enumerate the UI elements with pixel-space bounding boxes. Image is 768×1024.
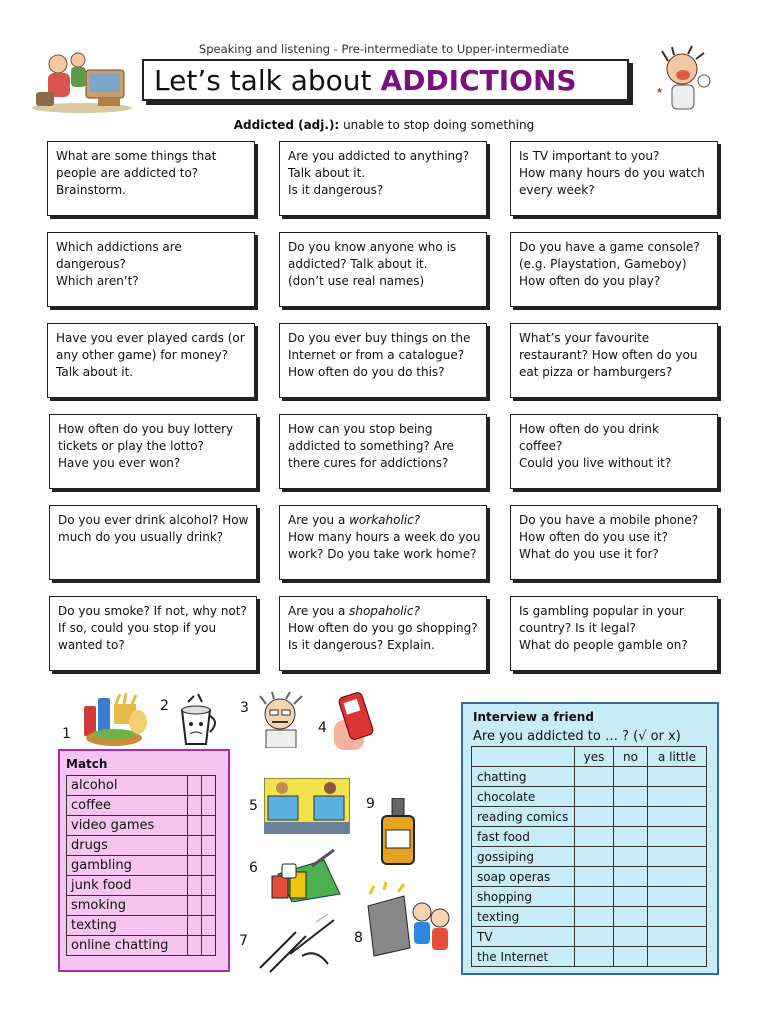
column-header-no: no <box>614 747 648 767</box>
question-line <box>288 637 478 654</box>
question-line <box>58 529 248 546</box>
question-card <box>510 414 718 489</box>
interview-row <box>472 907 707 927</box>
definition-line <box>0 118 768 132</box>
match-answer-cell[interactable] <box>202 816 216 836</box>
question-text: eat pizza or hamburgers? <box>519 365 673 379</box>
match-row <box>67 836 216 856</box>
question-text: dangerous? <box>56 257 126 271</box>
family-cartoon-illustration <box>28 48 136 114</box>
question-line <box>288 603 478 620</box>
picture-number-2: 2 <box>160 698 169 714</box>
answer-cell-a-little[interactable] <box>648 927 707 947</box>
match-title: Match <box>66 757 108 771</box>
match-item: video games <box>67 816 188 836</box>
match-item: alcohol <box>67 776 188 796</box>
question-text: much do you usually drink? <box>58 530 224 544</box>
question-line <box>519 512 709 529</box>
interview-row <box>472 887 707 907</box>
question-emphasis: workaholic? <box>349 513 421 527</box>
question-text: wanted to? <box>58 638 125 652</box>
match-answer-cell[interactable] <box>202 916 216 936</box>
answer-cell-yes[interactable] <box>575 907 614 927</box>
match-answer-cell[interactable] <box>202 856 216 876</box>
question-text: Are you a <box>288 513 350 527</box>
question-text: What do people gamble on? <box>519 638 688 652</box>
interview-item: gossiping <box>472 847 575 867</box>
coffee-pot-picture <box>172 692 220 748</box>
question-line <box>288 512 478 529</box>
answer-cell-no[interactable] <box>614 807 648 827</box>
question-line <box>58 637 248 654</box>
question-line <box>519 330 709 347</box>
question-line <box>519 637 709 654</box>
question-card <box>279 414 487 489</box>
question-line <box>56 165 246 182</box>
match-answer-cell[interactable] <box>188 796 202 816</box>
answer-cell-a-little[interactable] <box>648 807 707 827</box>
question-card <box>510 323 718 398</box>
svg-text:★: ★ <box>656 86 664 95</box>
question-line <box>519 239 709 256</box>
question-line <box>519 546 709 563</box>
question-text: coffee? <box>519 439 563 453</box>
interview-exercise-box <box>461 702 719 975</box>
match-row <box>67 876 216 896</box>
internet-chatting-picture <box>264 778 350 834</box>
match-item: drugs <box>67 836 188 856</box>
answer-cell-a-little[interactable] <box>648 767 707 787</box>
answer-cell-no[interactable] <box>614 847 648 867</box>
interview-item: shopping <box>472 887 575 907</box>
match-answer-cell[interactable] <box>202 776 216 796</box>
picture-number-8: 8 <box>354 930 363 946</box>
answer-cell-a-little[interactable] <box>648 827 707 847</box>
question-line <box>58 455 248 472</box>
interview-item: TV <box>472 927 575 947</box>
question-text: any other game) for money? <box>56 348 229 362</box>
match-answer-cell[interactable] <box>188 916 202 936</box>
question-text: Brainstorm. <box>56 183 126 197</box>
question-card <box>47 141 255 216</box>
question-text: addicted to something? Are <box>288 439 454 453</box>
question-text: Do you have a mobile phone? <box>519 513 699 527</box>
answer-cell-a-little[interactable] <box>648 947 707 967</box>
answer-cell-no[interactable] <box>614 767 648 787</box>
question-line <box>56 364 246 381</box>
answer-cell-a-little[interactable] <box>648 907 707 927</box>
question-line <box>288 438 478 455</box>
title-plain: Let’s talk about <box>154 63 372 97</box>
answer-cell-yes[interactable] <box>575 867 614 887</box>
answer-cell-a-little[interactable] <box>648 887 707 907</box>
match-row <box>67 936 216 956</box>
question-line <box>56 347 246 364</box>
picture-number-9: 9 <box>366 796 375 812</box>
question-text: every week? <box>519 183 595 197</box>
question-line <box>56 148 246 165</box>
question-text: tickets or play the lotto? <box>58 439 204 453</box>
question-text: Which addictions are <box>56 240 182 254</box>
interview-row <box>472 867 707 887</box>
title-accent: ADDICTIONS <box>380 63 577 97</box>
question-line <box>56 239 246 256</box>
question-text: Do you smoke? If not, why not? <box>58 604 247 618</box>
question-line <box>58 620 248 637</box>
question-line <box>58 421 248 438</box>
question-text: (e.g. Playstation, Gameboy) <box>519 257 687 271</box>
question-line <box>519 421 709 438</box>
match-answer-cell[interactable] <box>188 816 202 836</box>
question-text: Which aren’t? <box>56 274 139 288</box>
question-card <box>510 596 718 671</box>
question-line <box>288 364 478 381</box>
interview-item: texting <box>472 907 575 927</box>
stressed-man-cartoon <box>652 45 718 115</box>
question-line <box>56 256 246 273</box>
question-line <box>519 182 709 199</box>
picture-number-3: 3 <box>240 700 249 716</box>
question-line <box>58 512 248 529</box>
answer-cell-a-little[interactable] <box>648 867 707 887</box>
question-text: Have you ever won? <box>58 456 181 470</box>
whisky-bottle-picture <box>378 798 418 866</box>
question-card <box>47 323 255 398</box>
interview-item: chatting <box>472 767 575 787</box>
interview-item: chocolate <box>472 787 575 807</box>
question-line <box>519 455 709 472</box>
match-answer-cell[interactable] <box>188 776 202 796</box>
question-text: What do you use it for? <box>519 547 659 561</box>
question-line <box>288 546 478 563</box>
match-item: junk food <box>67 876 188 896</box>
question-card <box>279 505 487 580</box>
question-line <box>288 620 478 637</box>
interview-title: Interview a friend <box>473 710 594 724</box>
answer-cell-no[interactable] <box>614 887 648 907</box>
match-answer-cell[interactable] <box>202 936 216 956</box>
match-row <box>67 796 216 816</box>
question-text: Internet or from a catalogue? <box>288 348 465 362</box>
column-header-a-little: a little <box>648 747 707 767</box>
match-answer-cell[interactable] <box>188 896 202 916</box>
interview-item: reading comics <box>472 807 575 827</box>
question-text: Are you addicted to anything? <box>288 149 470 163</box>
question-card <box>49 414 257 489</box>
worksheet-subtitle: Speaking and listening - Pre-intermediate to Upper-intermediate <box>198 42 570 56</box>
question-line <box>519 148 709 165</box>
question-line <box>58 438 248 455</box>
question-text: addicted? Talk about it. <box>288 257 428 271</box>
answer-cell-a-little[interactable] <box>648 847 707 867</box>
mobile-phone-picture <box>330 690 380 754</box>
question-text: Have you ever played cards (or <box>56 331 245 345</box>
question-line <box>519 347 709 364</box>
question-text: How often do you drink <box>519 422 659 436</box>
answer-cell-no[interactable] <box>614 787 648 807</box>
question-text: Is it dangerous? <box>288 183 384 197</box>
answer-cell-no[interactable] <box>614 947 648 967</box>
question-card <box>279 232 487 307</box>
picture-number-5: 5 <box>249 798 258 814</box>
match-answer-cell[interactable] <box>188 936 202 956</box>
answer-cell-yes[interactable] <box>575 847 614 867</box>
question-card <box>279 141 487 216</box>
interview-row <box>472 947 707 967</box>
interview-header-row <box>472 747 707 767</box>
match-answer-cell[interactable] <box>202 896 216 916</box>
picture-number-6: 6 <box>249 860 258 876</box>
match-item: texting <box>67 916 188 936</box>
interview-row <box>472 807 707 827</box>
answer-cell-no[interactable] <box>614 927 648 947</box>
interview-row <box>472 927 707 947</box>
question-line <box>56 273 246 290</box>
interview-item: the Internet <box>472 947 575 967</box>
match-table <box>66 775 216 956</box>
interview-row <box>472 847 707 867</box>
question-text: How often do you go shopping? <box>288 621 478 635</box>
question-card <box>510 232 718 307</box>
answer-cell-no[interactable] <box>614 907 648 927</box>
question-line <box>519 165 709 182</box>
answer-cell-no[interactable] <box>614 827 648 847</box>
question-text: Is it dangerous? Explain. <box>288 638 435 652</box>
question-card <box>510 505 718 580</box>
match-row <box>67 896 216 916</box>
question-line <box>288 256 478 273</box>
question-card <box>47 232 255 307</box>
question-line <box>288 529 481 546</box>
interview-row <box>472 767 707 787</box>
question-line <box>288 148 478 165</box>
question-card <box>510 141 718 216</box>
question-card <box>49 596 257 671</box>
question-line <box>288 182 478 199</box>
interview-header-blank <box>472 747 575 767</box>
question-text: Are you a <box>288 604 350 618</box>
question-emphasis: shopaholic? <box>349 604 420 618</box>
answer-cell-no[interactable] <box>614 867 648 887</box>
junk-food-picture <box>78 692 152 750</box>
question-text: people are addicted to? <box>56 166 199 180</box>
worksheet-title <box>142 59 629 101</box>
question-card <box>279 323 487 398</box>
answer-cell-yes[interactable] <box>575 807 614 827</box>
match-exercise-box <box>58 749 230 972</box>
question-line <box>288 347 478 364</box>
match-answer-cell[interactable] <box>188 836 202 856</box>
question-line <box>288 165 478 182</box>
stressed-worker-picture <box>254 690 310 748</box>
picture-number-7: 7 <box>239 933 248 949</box>
question-text: How often do you do this? <box>288 365 445 379</box>
video-games-picture <box>364 882 454 964</box>
match-row <box>67 856 216 876</box>
question-text: Do you ever buy things on the <box>288 331 471 345</box>
question-line <box>288 330 478 347</box>
interview-question: Are you addicted to … ? (√ or x) <box>473 729 681 744</box>
question-text: Do you know anyone who is <box>288 240 457 254</box>
question-text: Is gambling popular in your <box>519 604 684 618</box>
match-answer-cell[interactable] <box>202 836 216 856</box>
picture-number-1: 1 <box>62 726 71 742</box>
question-card <box>49 505 257 580</box>
question-text: Talk about it. <box>56 365 134 379</box>
match-row <box>67 776 216 796</box>
question-line <box>56 182 246 199</box>
question-line <box>519 256 709 273</box>
question-line <box>288 455 478 472</box>
question-line <box>58 603 248 620</box>
question-text: If so, could you stop if you <box>58 621 217 635</box>
picture-number-4: 4 <box>318 720 327 736</box>
answer-cell-yes[interactable] <box>575 947 614 967</box>
interview-item: soap operas <box>472 867 575 887</box>
question-text: Is TV important to you? <box>519 149 660 163</box>
match-item: online chatting <box>67 936 188 956</box>
question-text: How can you stop being <box>288 422 433 436</box>
question-text: restaurant? How often do you <box>519 348 698 362</box>
question-line <box>519 364 709 381</box>
smoking-sketch-picture <box>256 912 338 974</box>
match-answer-cell[interactable] <box>202 796 216 816</box>
match-answer-cell[interactable] <box>202 876 216 896</box>
question-text: Talk about it. <box>288 166 366 180</box>
match-row <box>67 816 216 836</box>
question-text: work? Do you take work home? <box>288 547 477 561</box>
question-text: How often do you use it? <box>519 530 668 544</box>
interview-table <box>471 746 707 967</box>
question-text: (don’t use real names) <box>288 274 425 288</box>
match-item: smoking <box>67 896 188 916</box>
interview-row <box>472 787 707 807</box>
answer-cell-yes[interactable] <box>575 827 614 847</box>
match-row <box>67 916 216 936</box>
answer-cell-yes[interactable] <box>575 767 614 787</box>
column-header-yes: yes <box>575 747 614 767</box>
question-line <box>519 273 709 290</box>
question-line <box>56 330 246 347</box>
question-line <box>519 438 709 455</box>
match-answer-cell[interactable] <box>188 856 202 876</box>
question-card <box>279 596 487 671</box>
question-text: What’s your favourite <box>519 331 650 345</box>
question-line <box>519 603 709 620</box>
question-line <box>288 421 478 438</box>
answer-cell-yes[interactable] <box>575 887 614 907</box>
interview-row <box>472 827 707 847</box>
answer-cell-yes[interactable] <box>575 927 614 947</box>
interview-item: fast food <box>472 827 575 847</box>
question-text: Do you ever drink alcohol? How <box>58 513 249 527</box>
question-line <box>288 273 478 290</box>
question-text: How often do you buy lottery <box>58 422 234 436</box>
question-text: country? Is it legal? <box>519 621 636 635</box>
question-text: How many hours do you watch <box>519 166 705 180</box>
question-line <box>519 620 709 637</box>
question-text: How often do you play? <box>519 274 661 288</box>
answer-cell-a-little[interactable] <box>648 787 707 807</box>
question-text: there cures for addictions? <box>288 456 449 470</box>
match-item: coffee <box>67 796 188 816</box>
question-text: Could you live without it? <box>519 456 672 470</box>
question-line <box>288 239 478 256</box>
match-item: gambling <box>67 856 188 876</box>
question-text: What are some things that <box>56 149 217 163</box>
question-text: Do you have a game console? <box>519 240 700 254</box>
gambling-chips-picture <box>264 846 342 902</box>
question-text: How many hours a week do you <box>288 530 481 544</box>
question-line <box>519 529 709 546</box>
definition-text: unable to stop doing something <box>343 118 535 132</box>
match-answer-cell[interactable] <box>188 876 202 896</box>
answer-cell-yes[interactable] <box>575 787 614 807</box>
definition-term: Addicted (adj.): <box>233 118 340 132</box>
